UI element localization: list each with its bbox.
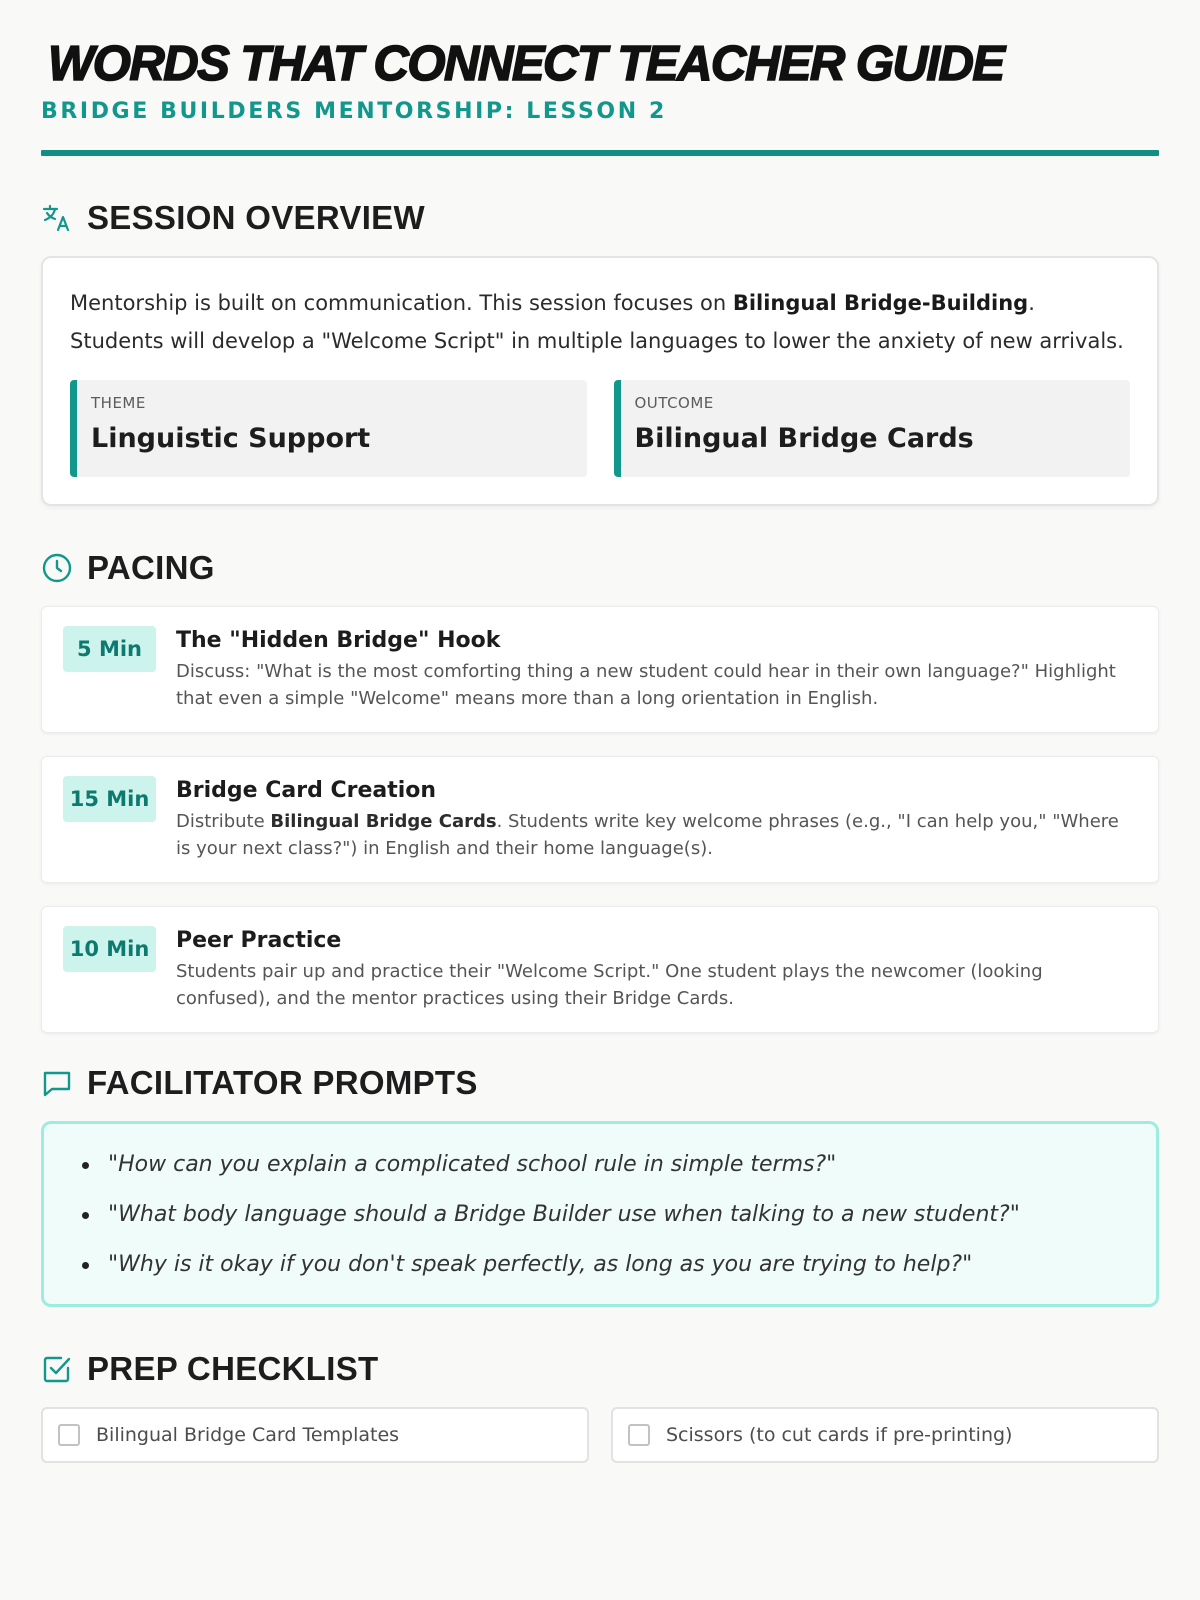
duration-badge: 10 Min [63,926,156,972]
outcome-label: OUTCOME [634,394,714,412]
checkbox[interactable] [628,1424,650,1446]
pacing-item [41,606,1159,733]
duration-badge: 5 Min [63,626,156,672]
checklist-item[interactable] [41,1407,589,1463]
pacing-item-title: Bridge Card Creation [176,778,437,803]
pacing-item [41,906,1159,1033]
theme-label: THEME [91,394,146,412]
page-subtitle: BRIDGE BUILDERS MENTORSHIP: LESSON 2 [41,99,667,124]
prompt-item: "How can you explain a complicated school rule in simple terms?" [80,1150,1128,1180]
section-overview-heading [41,198,1159,238]
clock-icon [41,552,73,584]
pacing-item-description: Students pair up and practice their "Welcome Script." One student plays the newcomer (looking confused), and the mentor practices using their Bridge Cards. [176,961,1043,1009]
checkbox-checked-icon [41,1353,73,1385]
theme-value: Linguistic Support [91,423,371,454]
section-prompts-heading [41,1063,1159,1103]
page-title: WORDS THAT CONNECT TEACHER GUIDE [48,37,1004,91]
pacing-item-description: Discuss: "What is the most comforting thing a new student could hear in their own language?" Highlight that even a simple "Welcome" means more than a long orientation in English. [176,661,1116,709]
outcome-box [614,380,1131,477]
prompts-list [80,1150,1128,1280]
section-prompts-title: FACILITATOR PROMPTS [87,1064,478,1101]
prompts-box [41,1121,1159,1307]
section-checklist-heading [41,1349,1159,1389]
checklist [41,1407,1159,1463]
header-divider [41,150,1159,156]
section-checklist-title: PREP CHECKLIST [87,1350,379,1387]
translate-icon [41,202,73,234]
section-pacing-heading [41,548,1159,588]
theme-box [70,380,587,477]
checkbox[interactable] [58,1424,80,1446]
section-overview-title: SESSION OVERVIEW [87,199,425,236]
prompt-item: "Why is it okay if you don't speak perfectly, as long as you are trying to help?" [80,1250,1128,1280]
prompt-item: "What body language should a Bridge Builder use when talking to a new student?" [80,1200,1128,1230]
pacing-list [41,606,1159,1033]
outcome-value: Bilingual Bridge Cards [634,423,974,454]
section-pacing-title: PACING [87,549,215,586]
pacing-item [41,756,1159,883]
pacing-item-title: The "Hidden Bridge" Hook [176,628,501,653]
duration-badge: 15 Min [63,776,156,822]
pacing-item-title: Peer Practice [176,928,342,953]
pacing-item-description: Distribute Bilingual Bridge Cards. Students write key welcome phrases (e.g., "I can help you," "Where is your next class?") in English and their home language(s). [176,811,1119,859]
checklist-item-label: Bilingual Bridge Card Templates [96,1424,400,1446]
chat-bubble-icon [41,1067,73,1099]
checklist-item[interactable] [611,1407,1159,1463]
checklist-item-label: Scissors (to cut cards if pre-printing) [666,1424,1013,1446]
overview-card [41,256,1159,506]
overview-description: Mentorship is built on communication. This session focuses on Bilingual Bridge-Building. Students will develop a "Welcome Script" in multiple languages to lower the anxiety of new arrivals. [70,291,1124,353]
